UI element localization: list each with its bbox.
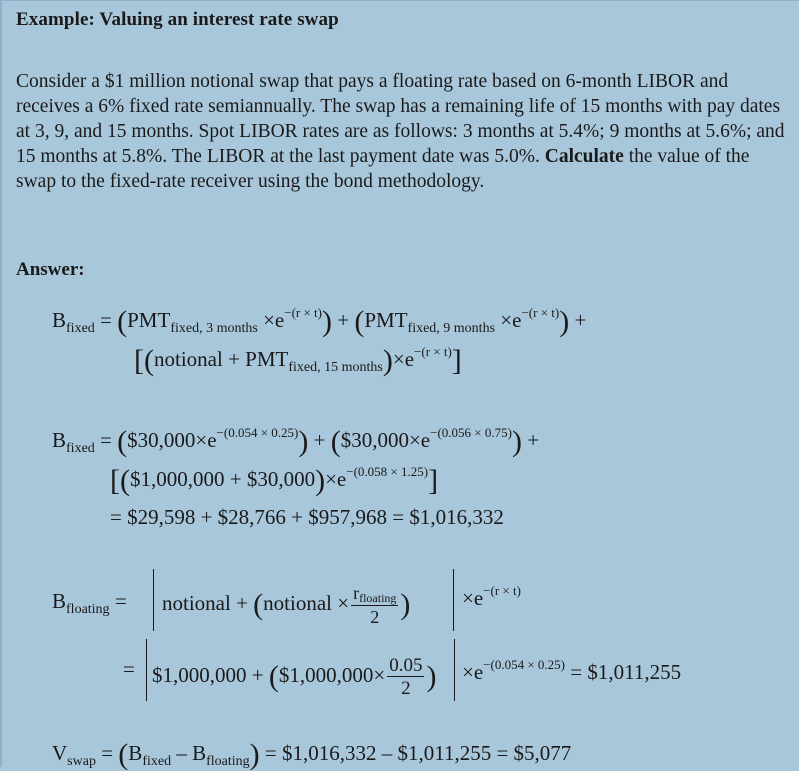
eq-bfixed-general-line2: [(notional + $PMT_{fixed, 15 months})\times e^{-(r \times t)}$] <box>134 344 462 377</box>
eq-bfixed-numeric-line1: $B_{fixed}$ = $(\$30,000\times e^{-(0.054 \times 0.25)})$ + $(\$30,000\times e^{-(0.056 \times 0.75)})$ + <box>52 425 540 458</box>
eq-bfloating-exp: $\times e^{-(r \times t)}$ <box>462 583 521 610</box>
left-bracket-2 <box>146 639 147 701</box>
right-bracket-2 <box>454 639 455 701</box>
eq-vswap: $V_{swap} = (B_{fixed} - B_{floating})$ = $1,016,332 – $1,011,255 = $5,077 <box>52 738 572 771</box>
right-bracket-1 <box>453 569 454 631</box>
eq-bfloating-general: notional + (notional × $\frac{r_{floating}}{2}$ ) <box>162 583 411 627</box>
eq-bfloating-label: $B_{floating}$ = <box>52 589 127 617</box>
problem-bold-word: Calculate <box>544 146 624 167</box>
answer-label: Answer: <box>16 259 85 280</box>
left-bracket-1 <box>153 569 154 631</box>
eq-bfloating-eq-sign: = <box>123 657 135 681</box>
eq-bfloating-numeric-exp: $\times e^{-(0.054 \times 0.25)}$ = $1,011,255 <box>462 657 682 684</box>
eq-bfixed-general-line1: $B_{fixed} = (PMT_{fixed, 3 months} \times e^{-(r \times t)}) + (PMT_{fixed, 9 months} \times e^{-(r \times t)})$ + <box>52 305 587 338</box>
eq-bfixed-numeric-line2: [($1,000,000 + $\$30,000)\times e^{-(0.058 \times 1.25)}$] <box>110 464 439 497</box>
problem-statement <box>16 69 786 194</box>
example-title: Example: Valuing an interest rate swap <box>16 9 339 30</box>
problem-text-after: the value of the swap to the fixed-rate receiver using the bond methodology. <box>16 146 750 192</box>
eq-bfixed-result: = $29,598 + $28,766 + $957,968 = $1,016,332 <box>110 505 504 529</box>
eq-bfloating-numeric: $1,000,000 + ($1,000,000× $\frac{0.05}{2}$ ) <box>152 655 437 699</box>
problem-text-before: Consider a $1 million notional swap that pays a floating rate based on 6-month LIBOR and receives a 6% fixed rate semiannually. The swap has a remaining life of 15 months with pay dates at 3, 9, and 15 months. Spot LIBOR rates are as follows: 3 months at 5.4%; 9 months at 5.6%; and 15 months at 5.8%. The LIBOR at the last payment date was 5.0%. <box>16 71 785 167</box>
